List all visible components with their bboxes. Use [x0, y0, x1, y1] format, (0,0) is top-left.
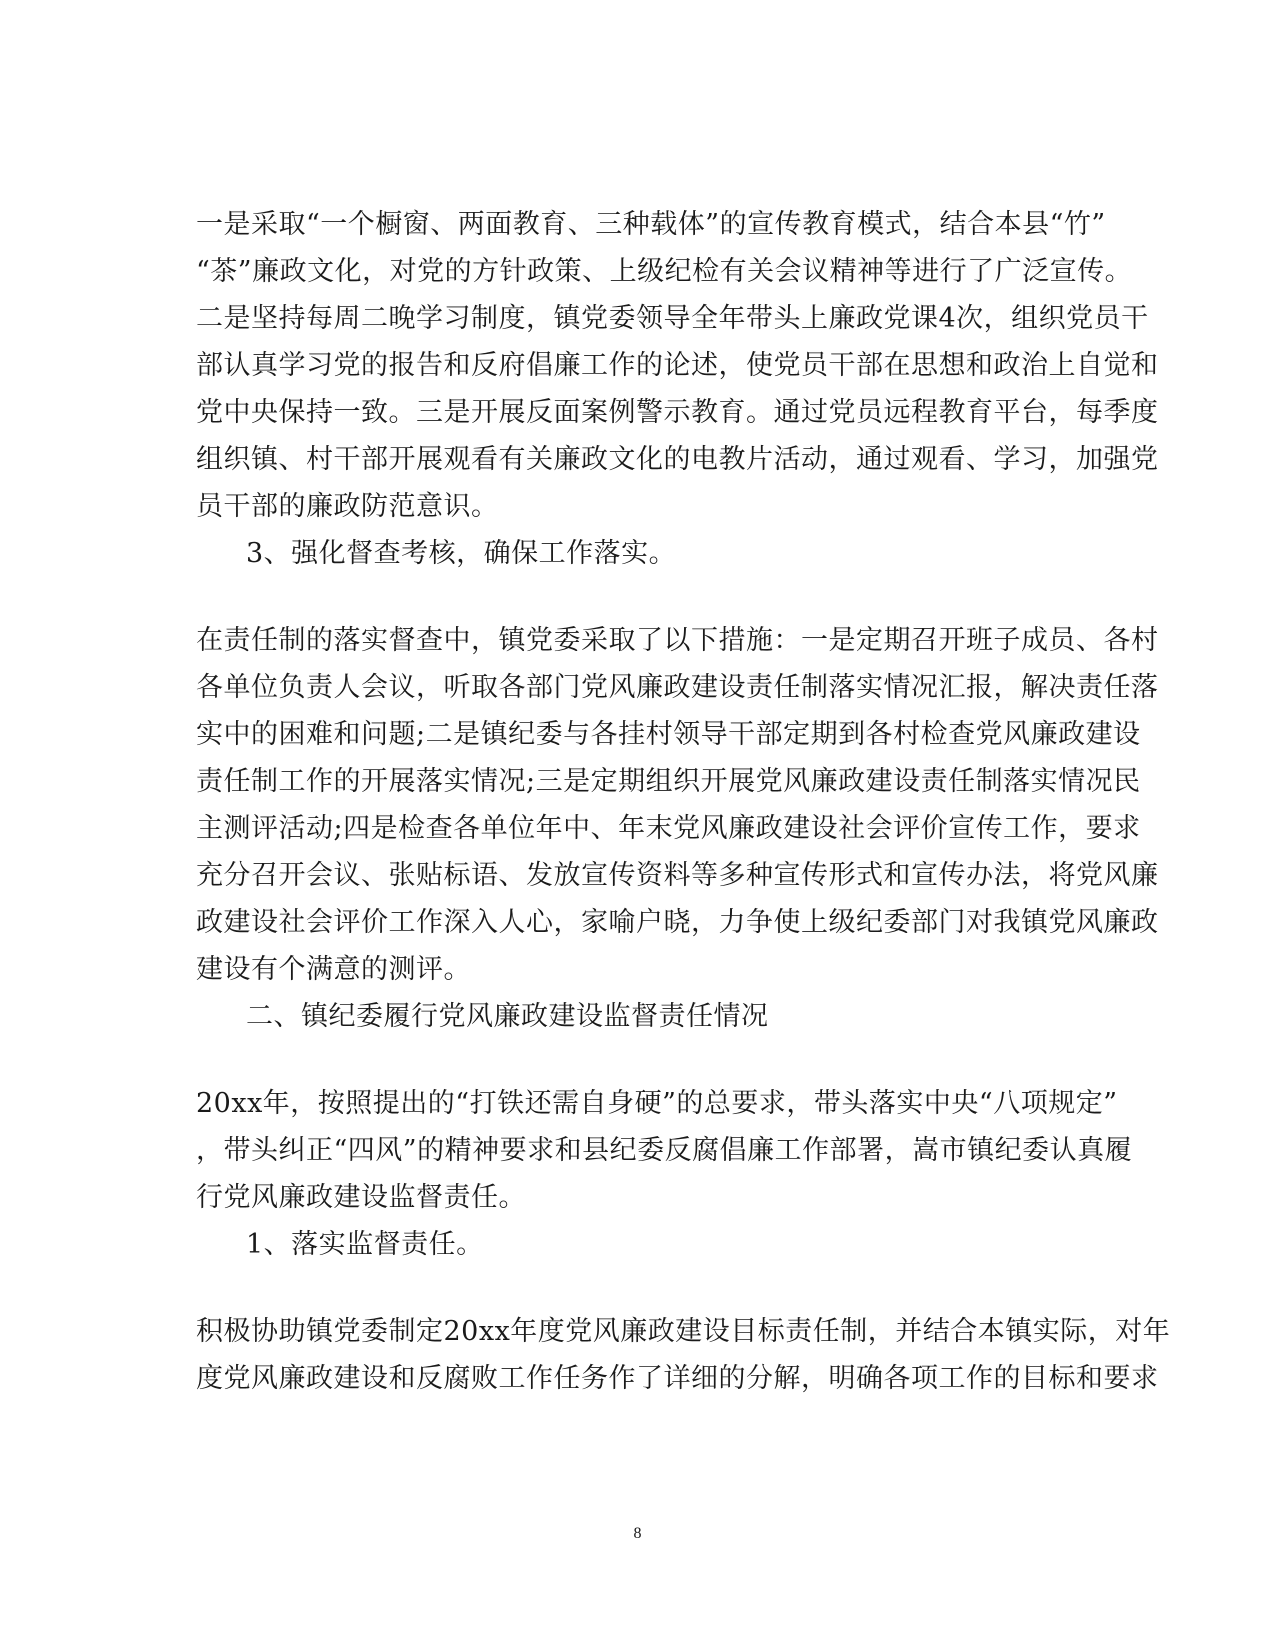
body-line: 建设有个满意的测评。: [196, 954, 471, 985]
body-line: 度党风廉政建设和反腐败工作任务作了详细的分解，明确各项工作的目标和要求: [196, 1363, 1159, 1394]
body-line: 充分召开会议、张贴标语、发放宣传资料等多种宣传形式和宣传办法，将党风廉: [196, 860, 1159, 891]
body-line: 行党风廉政建设监督责任。: [196, 1182, 526, 1213]
body-line: 部认真学习党的报告和反府倡廉工作的论述，使党员干部在思想和政治上自觉和: [196, 350, 1159, 381]
body-line: 在责任制的落实督查中，镇党委采取了以下措施：一是定期召开班子成员、各村: [196, 625, 1159, 656]
body-line: 员干部的廉政防范意识。: [196, 491, 499, 522]
body-line: 一是采取“一个橱窗、两面教育、三种载体”的宣传教育模式，结合本县“竹”: [196, 209, 1106, 240]
body-line: 实中的困难和问题;二是镇纪委与各挂村领导干部定期到各村检查党风廉政建设: [196, 719, 1141, 750]
section-heading: 二、镇纪委履行党风廉政建设监督责任情况: [246, 1001, 769, 1032]
body-line: 组织镇、村干部开展观看有关廉政文化的电教片活动，通过观看、学习，加强党: [196, 444, 1159, 475]
body-line: 二是坚持每周二晚学习制度，镇党委领导全年带头上廉政党课4次，组织党员干: [196, 303, 1149, 334]
body-line: 政建设社会评价工作深入人心，家喻户晓，力争使上级纪委部门对我镇党风廉政: [196, 907, 1159, 938]
body-line: 责任制工作的开展落实情况;三是定期组织开展党风廉政建设责任制落实情况民: [196, 766, 1141, 797]
body-line: “茶”廉政文化，对党的方针政策、上级纪检有关会议精神等进行了广泛宣传。: [196, 256, 1133, 287]
body-line: 积极协助镇党委制定20xx年度党风廉政建设目标责任制，并结合本镇实际，对年: [196, 1316, 1171, 1347]
page-number: 8: [633, 1525, 642, 1542]
body-line: 各单位负责人会议，听取各部门党风廉政建设责任制落实情况汇报，解决责任落: [196, 672, 1159, 703]
body-line: 主测评活动;四是检查各单位年中、年末党风廉政建设社会评价宣传工作，要求: [196, 813, 1141, 844]
section-heading: 1、落实监督责任。: [246, 1229, 484, 1260]
body-line: 20xx年，按照提出的“打铁还需自身硬”的总要求，带头落实中央“八项规定”: [196, 1088, 1118, 1119]
body-line: 党中央保持一致。三是开展反面案例警示教育。通过党员远程教育平台，每季度: [196, 397, 1159, 428]
body-line: ，带头纠正“四风”的精神要求和县纪委反腐倡廉工作部署，嵩市镇纪委认真履: [196, 1135, 1133, 1166]
section-heading: 3、强化督查考核，确保工作落实。: [246, 538, 677, 569]
